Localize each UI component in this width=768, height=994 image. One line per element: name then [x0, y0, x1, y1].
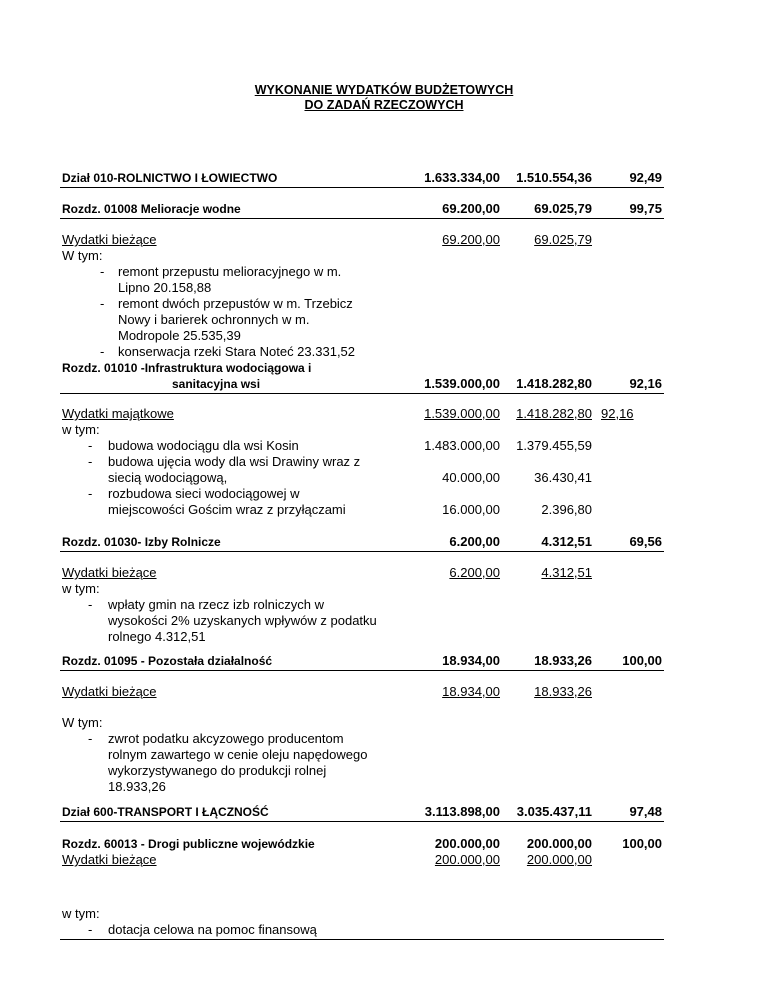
list-item: wysokości 2% uzyskanych wpływów z podatku: [108, 613, 377, 628]
rozdz-60013-sub-exec: 200.000,00: [526, 852, 592, 867]
rozdz-60013-sub-label: Wydatki bieżące: [62, 852, 157, 867]
rozdz-01030-label: Rozdz. 01030- Izby Rolnicze: [62, 535, 221, 549]
bullet-dash: -: [88, 438, 93, 453]
rozdz-01008-sub-label: Wydatki bieżące: [62, 232, 157, 247]
list-item: miejscowości Gościm wraz z przyłączami: [108, 502, 346, 517]
list-item: dotacja celowa na pomoc finansową: [108, 922, 317, 937]
rozdz-01095-sub-label: Wydatki bieżące: [62, 684, 157, 699]
rozdz-01010-label-line1: Rozdz. 01010 -Infrastruktura wodociągowa i: [62, 361, 312, 375]
rozdz-01095-plan: 18.934,00: [442, 653, 500, 668]
rozdz-60013-sub-plan: 200.000,00: [434, 852, 500, 867]
row-divider: [60, 939, 664, 940]
list-item: Nowy i barierek ochronnych w m.: [118, 312, 310, 327]
row-divider: [60, 393, 664, 394]
row-divider: [60, 551, 664, 552]
bullet-dash: -: [88, 454, 93, 469]
rozdz-01010-sub-pct: 92,16: [601, 406, 634, 421]
bullet-dash: -: [100, 264, 105, 279]
dzial-010-label: Dział 010-ROLNICTWO I ŁOWIECTWO: [62, 171, 278, 185]
list-item: rolnym zawartego w cenie oleju napędowego: [108, 747, 368, 762]
rozdz-01008-exec: 69.025,79: [534, 201, 592, 216]
list-item: zwrot podatku akcyzowego producentom: [108, 731, 344, 746]
item-plan: 40.000,00: [442, 470, 500, 485]
list-item: rozbudowa sieci wodociągowej w: [108, 486, 300, 501]
rozdz-01008-sub-exec: 69.025,79: [534, 232, 592, 247]
dzial-600-plan: 3.113.898,00: [424, 804, 500, 819]
list-item: budowa ujęcia wody dla wsi Drawiny wraz z: [108, 454, 361, 469]
rozdz-01010-sub-exec: 1.418.282,80: [516, 406, 592, 421]
rozdz-01008-wtym: W tym:: [62, 248, 103, 263]
item-exec: 2.396,80: [541, 502, 592, 517]
rozdz-01008-sub-plan: 69.200,00: [442, 232, 500, 247]
rozdz-01030-pct: 69,56: [629, 534, 662, 549]
list-item: remont przepustu melioracyjnego w m.: [118, 264, 342, 279]
rozdz-01010-wtym: w tym:: [62, 422, 100, 437]
rozdz-01095-exec: 18.933,26: [534, 653, 592, 668]
dzial-600-exec: 3.035.437,11: [516, 804, 592, 819]
list-item: wykorzystywanego do produkcji rolnej: [108, 763, 327, 778]
rozdz-01095-sub-exec: 18.933,26: [534, 684, 592, 699]
item-exec: 1.379.455,59: [516, 438, 592, 453]
dzial-010-plan: 1.633.334,00: [424, 170, 500, 185]
rozdz-01030-sub-label: Wydatki bieżące: [62, 565, 157, 580]
list-item: wpłaty gmin na rzecz izb rolniczych w: [108, 597, 325, 612]
rozdz-01095-sub-plan: 18.934,00: [442, 684, 500, 699]
dzial-600-label: Dział 600-TRANSPORT I ŁĄCZNOŚĆ: [62, 805, 269, 819]
list-item: remont dwóch przepustów w m. Trzebicz: [118, 296, 353, 311]
rozdz-01010-exec: 1.418.282,80: [516, 376, 592, 391]
rozdz-01095-label: Rozdz. 01095 - Pozostała działalność: [62, 654, 273, 668]
rozdz-01010-sub-plan: 1.539.000,00: [424, 406, 500, 421]
rozdz-01010-pct: 92,16: [629, 376, 662, 391]
bullet-dash: -: [88, 731, 93, 746]
rozdz-01030-plan: 6.200,00: [449, 534, 500, 549]
doc-title-line1: WYKONANIE WYDATKÓW BUDŻETOWYCH: [254, 83, 514, 97]
row-divider: [60, 821, 664, 822]
rozdz-01010-label-line2: sanitacyjna wsi: [172, 377, 261, 391]
rozdz-01008-label: Rozdz. 01008 Melioracje wodne: [62, 202, 241, 216]
doc-title-line2: DO ZADAŃ RZECZOWYCH: [304, 98, 464, 112]
item-plan: 16.000,00: [442, 502, 500, 517]
row-divider: [60, 187, 664, 188]
rozdz-01030-wtym: w tym:: [62, 581, 100, 596]
rozdz-01030-sub-exec: 4.312,51: [541, 565, 592, 580]
rozdz-01030-sub-plan: 6.200,00: [449, 565, 500, 580]
row-divider: [60, 670, 664, 671]
rozdz-01095-pct: 100,00: [622, 653, 662, 668]
item-plan: 1.483.000,00: [424, 438, 500, 453]
dzial-010-pct: 92,49: [629, 170, 662, 185]
item-exec: 36.430,41: [534, 470, 592, 485]
bullet-dash: -: [88, 597, 93, 612]
list-item: Modropole 25.535,39: [118, 328, 241, 343]
rozdz-01095-wtym: W tym:: [62, 715, 103, 730]
rozdz-01008-pct: 99,75: [629, 201, 662, 216]
row-divider: [60, 218, 664, 219]
rozdz-60013-pct: 100,00: [622, 836, 662, 851]
bullet-dash: -: [88, 486, 93, 501]
bullet-dash: -: [88, 922, 93, 937]
list-item: Lipno 20.158,88: [118, 280, 212, 295]
list-item: konserwacja rzeki Stara Noteć 23.331,52: [118, 344, 356, 359]
rozdz-01010-plan: 1.539.000,00: [424, 376, 500, 391]
rozdz-01008-plan: 69.200,00: [442, 201, 500, 216]
dzial-600-pct: 97,48: [629, 804, 662, 819]
rozdz-01030-exec: 4.312,51: [541, 534, 592, 549]
list-item: siecią wodociągową,: [108, 470, 228, 485]
list-item: rolnego 4.312,51: [108, 629, 206, 644]
rozdz-01010-sub-label: Wydatki majątkowe: [62, 406, 174, 421]
rozdz-60013-plan: 200.000,00: [434, 836, 500, 851]
rozdz-60013-exec: 200.000,00: [526, 836, 592, 851]
rozdz-60013-wtym: w tym:: [62, 906, 100, 921]
bullet-dash: -: [100, 344, 105, 359]
list-item: 18.933,26: [108, 779, 166, 794]
dzial-010-exec: 1.510.554,36: [516, 170, 592, 185]
bullet-dash: -: [100, 296, 105, 311]
rozdz-60013-label: Rozdz. 60013 - Drogi publiczne wojewódzkie: [62, 837, 315, 851]
list-item: budowa wodociągu dla wsi Kosin: [108, 438, 299, 453]
